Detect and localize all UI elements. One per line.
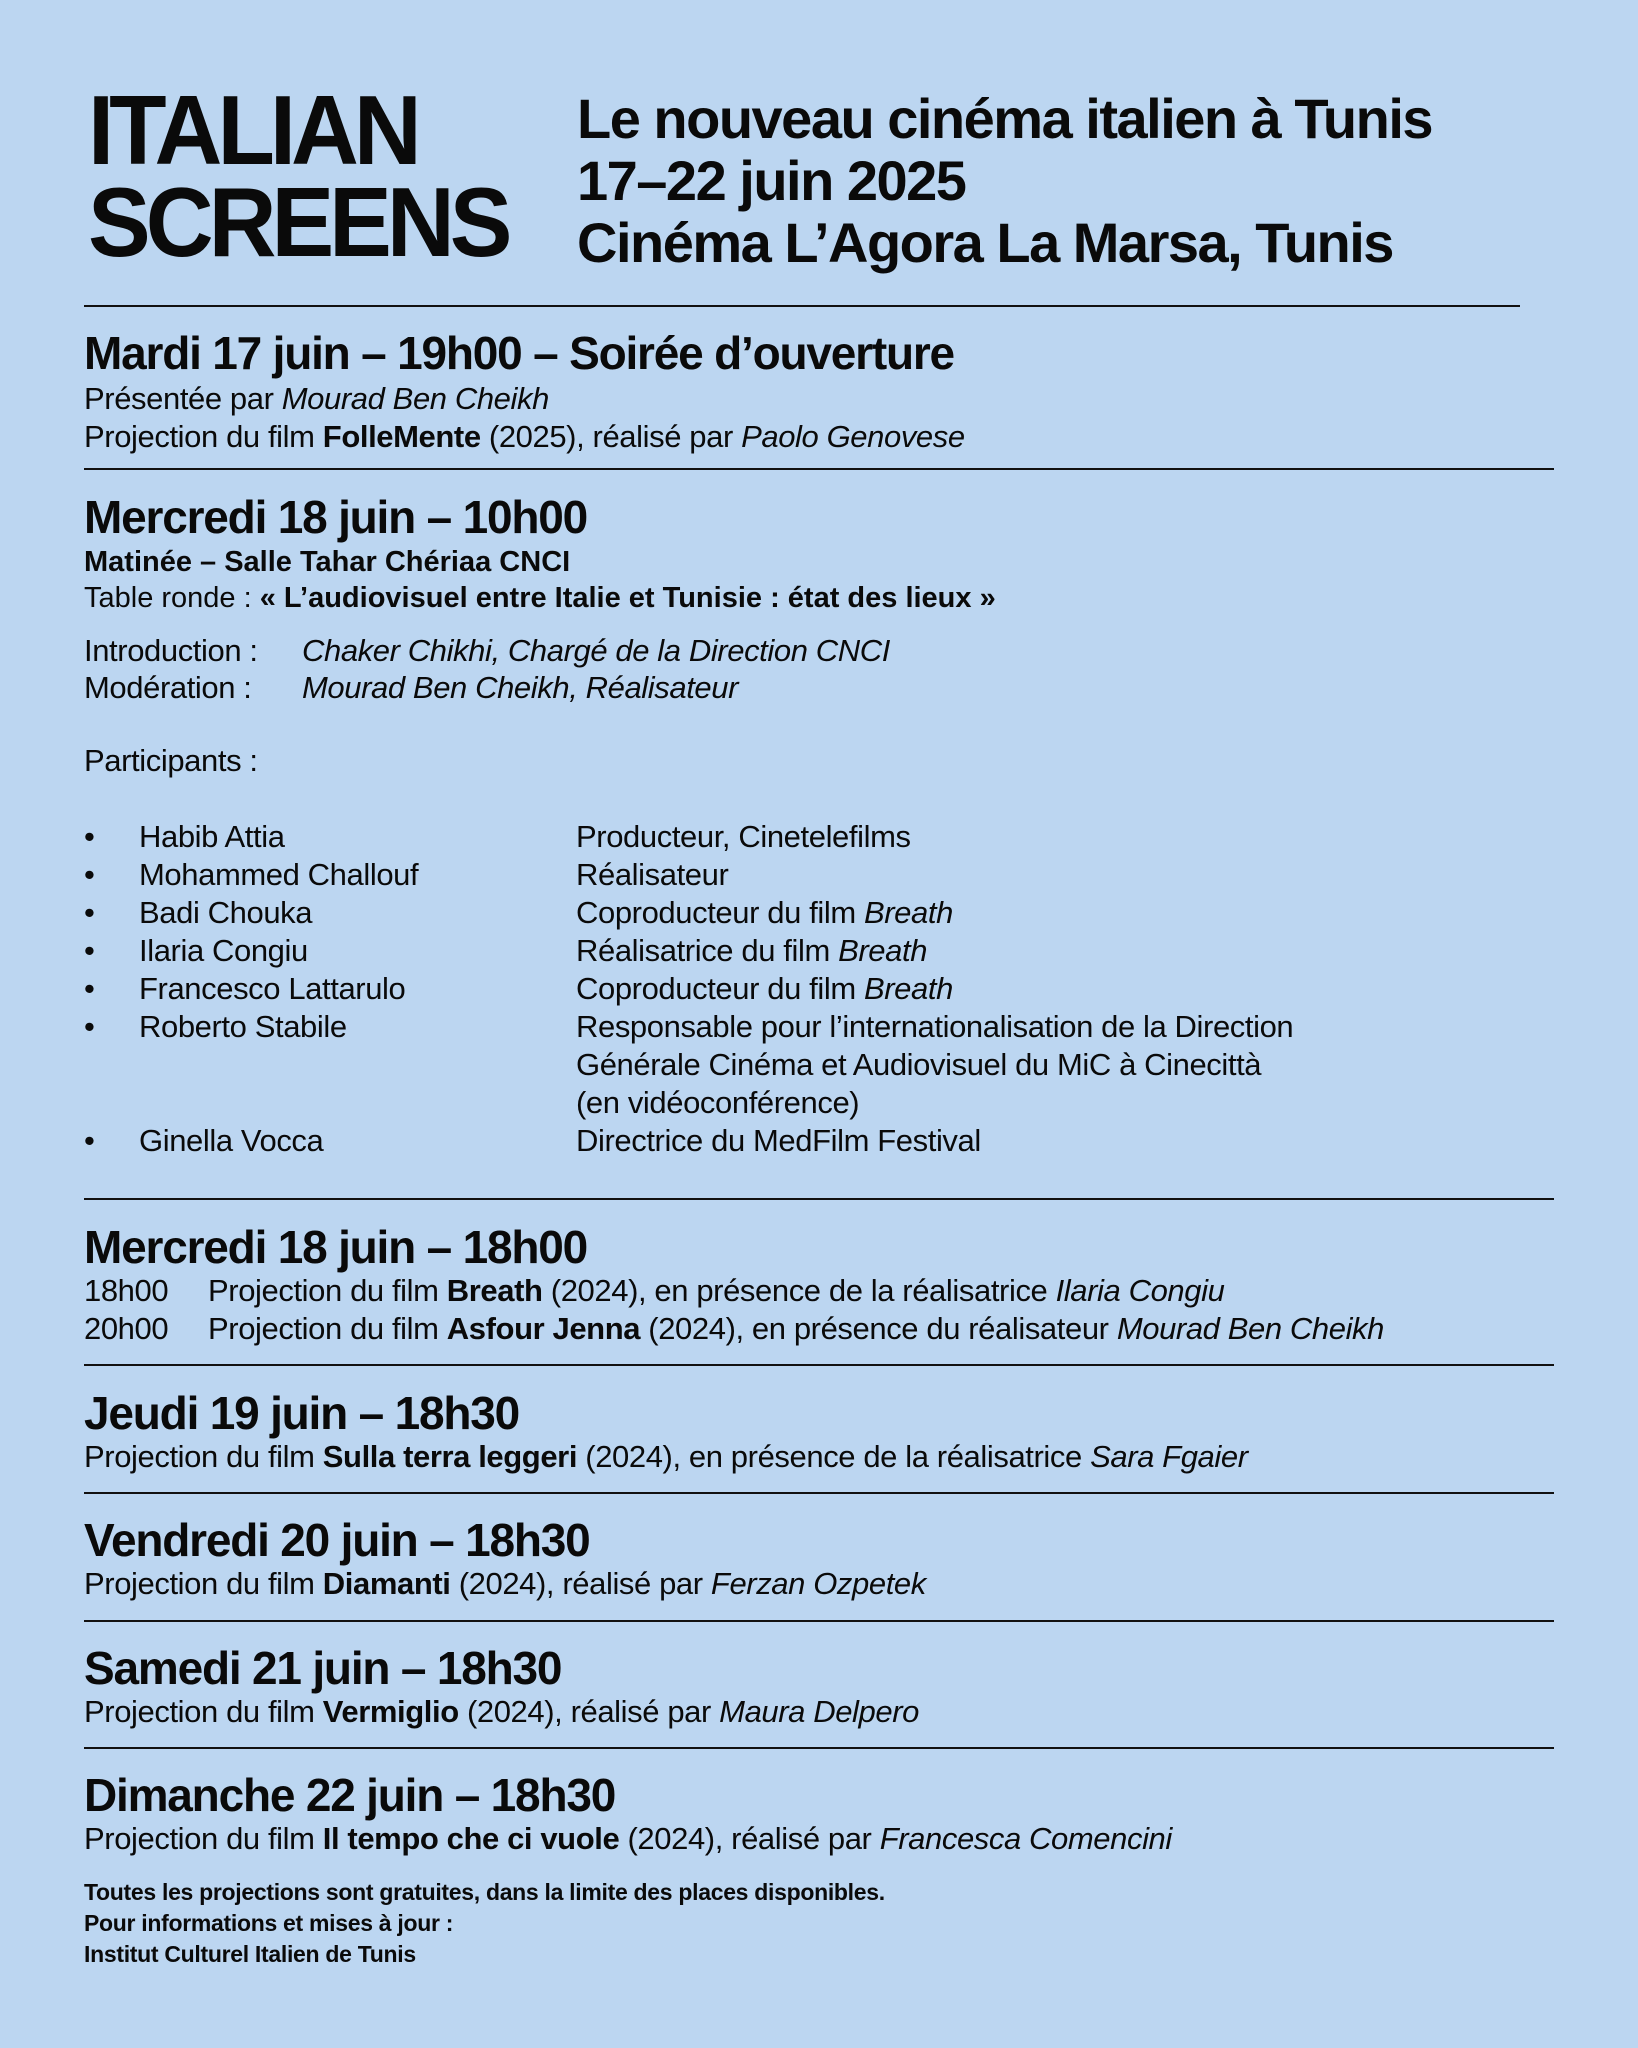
participant-role <box>576 818 1476 856</box>
participant-row <box>84 932 1554 970</box>
screening-line <box>84 1693 1554 1731</box>
session-subtitle: Matinée – Salle Tahar Chériaa CNCI <box>84 546 571 578</box>
logo <box>88 74 508 278</box>
screening-time: 18h00 <box>84 1273 169 1308</box>
screening-mid: (2024), en présence du réalisateur <box>640 1311 1117 1346</box>
event-dates: 17–22 juin 2025 <box>577 149 966 212</box>
role-film: Breath <box>838 933 928 968</box>
person-name: Mourad Ben Cheikh <box>1116 1311 1385 1346</box>
person-name: Maura Delpero <box>719 1694 919 1729</box>
film-title: Sulla terra leggeri <box>322 1439 578 1474</box>
bullet: • <box>84 933 95 968</box>
section-sunday <box>84 1770 1554 1858</box>
bullet: • <box>84 1009 95 1044</box>
section-wed-evening <box>84 1222 1554 1348</box>
table-ronde-title: « L’audiovisuel entre Italie et Tunisie : état des lieux » <box>259 582 996 614</box>
moderation-row <box>84 669 1554 706</box>
footer-line-1: Toutes les projections sont gratuites, dans la limite des places disponibles. <box>84 1879 885 1905</box>
participant-row <box>84 818 1554 856</box>
introduction-label: Introduction : <box>84 633 258 668</box>
screening-prefix: Projection du film <box>84 1694 323 1729</box>
participant-role <box>576 894 1476 932</box>
film-title: Vermiglio <box>322 1694 459 1729</box>
role-line-2: Générale Cinéma et Audiovisuel du MiC à Cinecittà <box>576 1047 1262 1082</box>
footer-line-2: Pour informations et mises à jour : <box>84 1910 454 1936</box>
participant-name: Ginella Vocca <box>139 1123 324 1158</box>
section-saturday <box>84 1643 1554 1731</box>
film-title: Asfour Jenna <box>446 1311 641 1346</box>
director-name: Paolo Genovese <box>741 419 965 454</box>
screening-prefix: Projection du film <box>84 1821 323 1856</box>
participant-row <box>84 894 1554 932</box>
screening-line <box>84 1565 1554 1603</box>
table-ronde-prefix: Table ronde : <box>84 582 260 614</box>
person-name: Ferzan Ozpetek <box>710 1566 926 1601</box>
participant-name: Badi Chouka <box>139 895 313 930</box>
participant-row <box>84 1008 1554 1122</box>
participant-name: Habib Attia <box>139 819 285 854</box>
screening-prefix: Projection du film <box>208 1273 447 1308</box>
screening-prefix: Projection du film <box>84 1566 323 1601</box>
day-heading: Mardi 17 juin – 19h00 – Soirée d’ouverture <box>84 327 954 379</box>
role-text: Réalisateur <box>576 857 729 892</box>
screening-mid: (2024), en présence de la réalisatrice <box>542 1273 1056 1308</box>
moderation-label: Modération : <box>84 670 252 705</box>
screening-line <box>84 418 1554 456</box>
participant-name: Roberto Stabile <box>139 1009 347 1044</box>
participant-name: Ilaria Congiu <box>139 933 308 968</box>
section-opening <box>84 328 1554 456</box>
bullet: • <box>84 895 95 930</box>
role-text: Directrice du MedFilm Festival <box>576 1123 981 1158</box>
bullet: • <box>84 857 95 892</box>
participant-role <box>576 932 1476 970</box>
screening-row <box>84 1310 1554 1348</box>
role-line-1: Responsable pour l’internationalisation de la Direction <box>576 1009 1294 1044</box>
film-title: Breath <box>446 1273 543 1308</box>
person-name: Sara Fgaier <box>1090 1439 1248 1474</box>
screening-time: 20h00 <box>84 1311 169 1346</box>
day-heading: Mercredi 18 juin – 18h00 <box>84 1221 588 1273</box>
bullet: • <box>84 971 95 1006</box>
role-text: Réalisatrice du film <box>576 933 839 968</box>
divider <box>84 305 1520 307</box>
event-info <box>577 88 1432 274</box>
role-film: Breath <box>863 971 953 1006</box>
bullet: • <box>84 819 95 854</box>
screening-prefix: Projection du film <box>208 1311 447 1346</box>
screening-line <box>84 1820 1554 1858</box>
screening-prefix: Projection du film <box>84 419 323 454</box>
role-text: Producteur, Cinetelefilms <box>576 819 911 854</box>
day-heading: Samedi 21 juin – 18h30 <box>84 1642 562 1694</box>
introduction-value: Chaker Chikhi, Chargé de la Direction CNCI <box>302 633 890 668</box>
presenter-name: Mourad Ben Cheikh <box>281 381 549 416</box>
person-name: Francesca Comencini <box>879 1821 1172 1856</box>
film-title: Il tempo che ci vuole <box>322 1821 620 1856</box>
participant-name: Mohammed Challouf <box>139 857 419 892</box>
divider <box>84 1364 1554 1366</box>
participant-row <box>84 970 1554 1008</box>
participants-label: Participants : <box>84 743 258 778</box>
introduction-row <box>84 632 1554 669</box>
presenter-line <box>84 380 1554 418</box>
participant-row <box>84 856 1554 894</box>
film-title: Diamanti <box>322 1566 451 1601</box>
role-film: Breath <box>863 895 953 930</box>
divider <box>84 468 1554 470</box>
film-title: FolleMente <box>322 419 481 454</box>
participant-role <box>576 1122 1476 1160</box>
logo-line-2: SCREENS <box>88 166 508 278</box>
logo-line-1: ITALIAN <box>88 74 417 185</box>
screening-mid: (2024), réalisé par <box>619 1821 880 1856</box>
table-ronde-line <box>84 580 1554 616</box>
screening-mid: (2024), en présence de la réalisatrice <box>577 1439 1091 1474</box>
footer-line-3: Institut Culturel Italien de Tunis <box>84 1941 416 1967</box>
screening-line <box>84 1438 1554 1476</box>
person-name: Ilaria Congiu <box>1055 1273 1225 1308</box>
day-heading: Dimanche 22 juin – 18h30 <box>84 1769 616 1821</box>
moderation-value: Mourad Ben Cheikh, Réalisateur <box>302 670 739 705</box>
section-thursday <box>84 1388 1554 1476</box>
divider <box>84 1747 1554 1749</box>
screening-row <box>84 1272 1554 1310</box>
role-text: Coproducteur du film <box>576 971 864 1006</box>
role-line-3: (en vidéoconférence) <box>576 1085 860 1120</box>
divider <box>84 1620 1554 1622</box>
footer-notes <box>84 1877 885 1970</box>
participant-role <box>576 1008 1476 1122</box>
event-venue: Cinéma L’Agora La Marsa, Tunis <box>577 211 1393 274</box>
participant-row <box>84 1122 1554 1160</box>
participant-name: Francesco Lattarulo <box>139 971 406 1006</box>
screening-prefix: Projection du film <box>84 1439 323 1474</box>
section-friday <box>84 1515 1554 1603</box>
bullet: • <box>84 1123 95 1158</box>
divider <box>84 1198 1554 1200</box>
section-round-table <box>84 492 1554 1160</box>
day-heading: Jeudi 19 juin – 18h30 <box>84 1387 520 1439</box>
day-heading: Mercredi 18 juin – 10h00 <box>84 491 588 543</box>
header <box>84 74 1564 278</box>
screening-mid: (2025), réalisé par <box>480 419 742 454</box>
screening-mid: (2024), réalisé par <box>458 1694 720 1729</box>
role-text: Coproducteur du film <box>576 895 864 930</box>
screening-mid: (2024), réalisé par <box>450 1566 711 1601</box>
event-title: Le nouveau cinéma italien à Tunis <box>577 87 1433 150</box>
participant-role <box>576 856 1476 894</box>
day-heading: Vendredi 20 juin – 18h30 <box>84 1514 590 1566</box>
presenter-prefix: Présentée par <box>84 381 282 416</box>
divider <box>84 1492 1554 1494</box>
participant-role <box>576 970 1476 1008</box>
